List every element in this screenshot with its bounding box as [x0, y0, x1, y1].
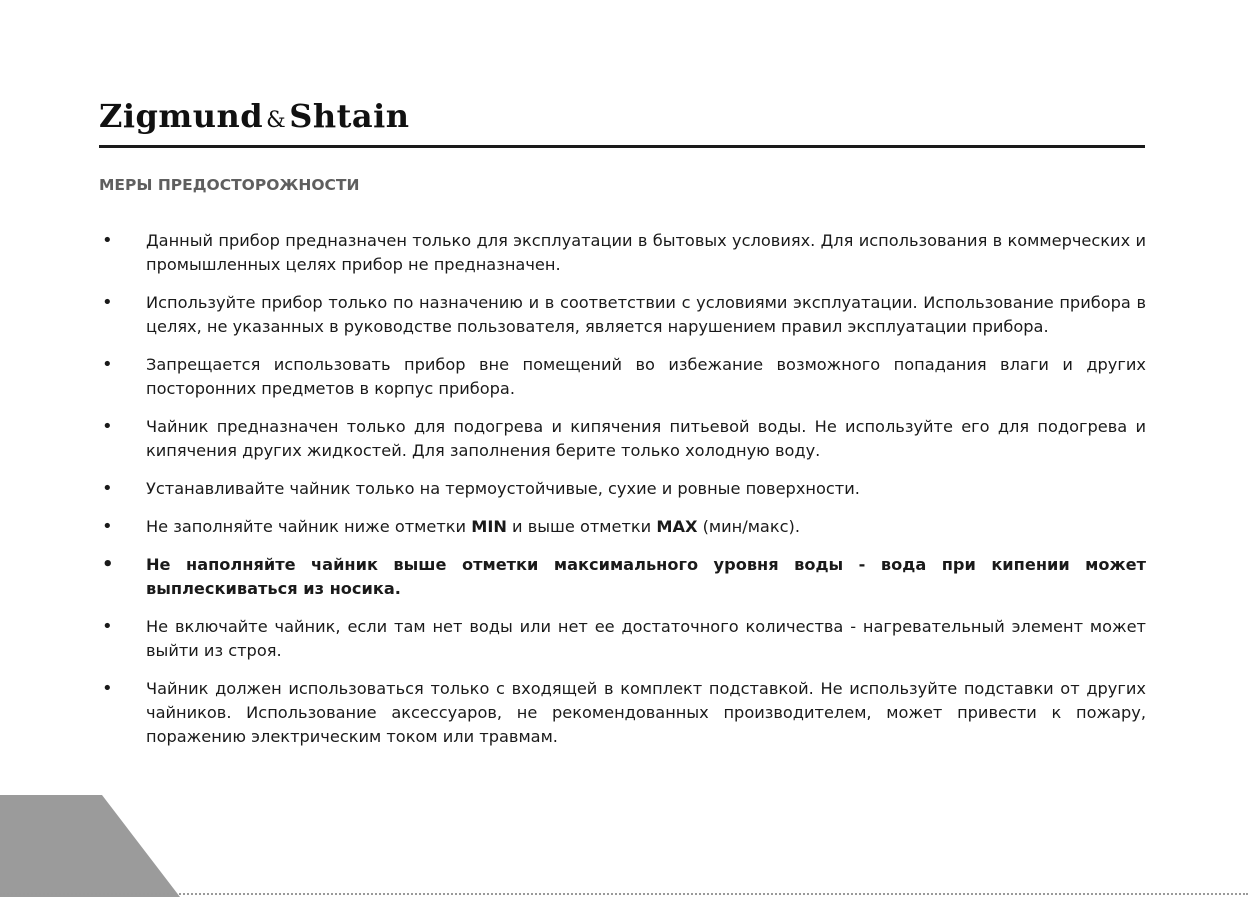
- list-item-text: Чайник предназначен только для подогрева и кипячения питьевой воды. Не используйте его для подогрева и кипячения других жидкостей. Для заполнения берите только холодную воду.: [146, 417, 1146, 460]
- section-title: МЕРЫ ПРЕДОСТОРОЖНОСТИ: [99, 176, 360, 194]
- list-item: [99, 229, 1146, 277]
- list-item: [99, 353, 1146, 401]
- list-item-text: Данный прибор предназначен только для эксплуатации в бытовых условиях. Для использования в коммерческих и промышленных целях прибор не предназначен.: [146, 231, 1146, 274]
- list-item: [99, 677, 1146, 749]
- page-bottom-divider: [0, 893, 1248, 895]
- list-item: [99, 415, 1146, 463]
- brand-name-right: Shtain: [289, 97, 410, 135]
- list-item-text: Не наполняйте чайник выше отметки максимального уровня воды - вода при кипении может выплескиваться из носика.: [146, 555, 1146, 598]
- list-item-warning: [99, 553, 1146, 601]
- list-item-text: Запрещается использовать прибор вне помещений во избежание возможного попадания влаги и других посторонних предметов в корпус прибора.: [146, 355, 1146, 398]
- brand-logo: [99, 97, 410, 135]
- header-rule: [99, 145, 1145, 148]
- list-item-text-part: (мин/макс).: [697, 517, 800, 536]
- brand-ampersand: &: [266, 108, 287, 133]
- list-item: [99, 515, 1146, 539]
- list-item-text-part: и выше отметки: [506, 517, 657, 536]
- list-item-text: Устанавливайте чайник только на термоустойчивые, сухие и ровные поверхности.: [146, 479, 860, 498]
- page-corner-tab: [0, 795, 180, 897]
- precautions-list: [99, 229, 1146, 763]
- list-item: [99, 477, 1146, 501]
- list-item-text: Используйте прибор только по назначению и в соответствии с условиями эксплуатации. Использование прибора в целях, не указанных в руководстве пользователя, является нарушением правил эксплуатации прибора.: [146, 293, 1146, 336]
- brand-name-left: Zigmund: [99, 97, 264, 135]
- list-item-text: Не включайте чайник, если там нет воды или нет ее достаточного количества - нагревательный элемент может выйти из строя.: [146, 617, 1146, 660]
- list-item-text-part: Не заполняйте чайник ниже отметки: [146, 517, 472, 536]
- list-item: [99, 615, 1146, 663]
- min-mark: MIN: [471, 517, 507, 536]
- list-item: [99, 291, 1146, 339]
- max-mark: MAX: [656, 517, 698, 536]
- list-item-text: Чайник должен использоваться только с входящей в комплект подставкой. Не используйте подставки от других чайников. Использование аксессуаров, не рекомендованных производителем, может привести к пожару, поражению электрическим током или травмам.: [146, 679, 1146, 746]
